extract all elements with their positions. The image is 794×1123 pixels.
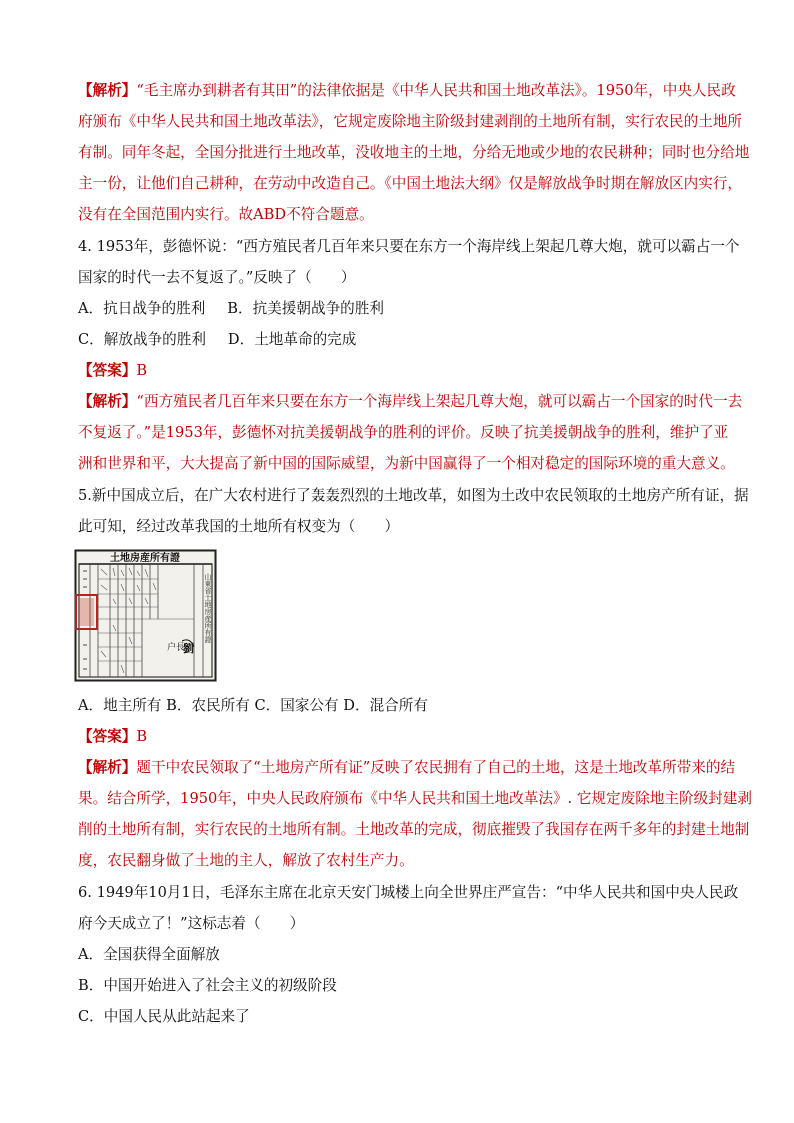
question-5: [78, 480, 749, 542]
analysis-text: 削的土地所有制，实行农民的土地所有制。土地改革的完成，彻底摧毁了我国存在两千多年的封建土地制: [78, 821, 750, 838]
option-c: C．中国人民从此站起来了: [78, 1008, 250, 1025]
q4-options-row-1: [78, 293, 384, 324]
analysis-text: “西方殖民者几百年来只要在东方一个海岸线上架起几尊大炮，就可以霸占一个国家的时代一去: [136, 393, 743, 410]
option-a: A．全国获得全面解放: [78, 946, 220, 963]
option-c: C．国家公有: [254, 697, 339, 714]
certificate-side-title: 山東省土地房産所有證: [204, 573, 212, 643]
option-a: A．地主所有: [78, 697, 162, 714]
certificate-name-label: 户長: [167, 643, 186, 653]
analysis-q3: [78, 75, 750, 230]
answer-tag: 【答案】: [78, 728, 137, 745]
analysis-text: 果。结合所学，1950年，中央人民政府颁布《中华人民共和国土地改革法》. 它规定废除地主阶级封建剥: [78, 790, 752, 807]
answer-value: B: [136, 362, 148, 379]
analysis-text: 没有在全国范围内实行。故ABD不符合题意。: [78, 206, 374, 223]
analysis-text: 不复返了。”是1953年，彭德怀对抗美援朝战争的胜利的评价。反映了抗美援朝战争的胜利，维护了亚: [78, 424, 729, 441]
q5-answer: [78, 721, 147, 752]
analysis-text: 府颁布《中华人民共和国土地改革法》，它规定废除地主阶级封建剥削的土地所有制，实行农民的土地所: [78, 113, 743, 130]
analysis-tag: 【解析】: [78, 393, 137, 410]
question-text: 国家的时代一去不复返了。”反映了（ ）: [78, 269, 356, 286]
question-6: [78, 877, 739, 939]
question-text: 6. 1949年10月1日，毛泽东主席在北京天安门城楼上向全世界庄严宣告：“中华人民共和国中央人民政: [78, 884, 739, 901]
option-a: A．抗日战争的胜利: [78, 300, 206, 317]
q4-options-row-2: [78, 324, 356, 355]
q4-answer: [78, 355, 147, 386]
question-text: 府今天成立了！”这标志着（ ）: [78, 915, 305, 932]
certificate-header: 土地房産所有證: [110, 553, 180, 564]
answer-tag: 【答案】: [78, 362, 137, 379]
analysis-text: 洲和世界和平，大大提高了新中国的国际威望，为新中国赢得了一个相对稳定的国际环境的重大意义。: [78, 455, 735, 472]
question-text: 此可知，经过改革我国的土地所有权变为（ ）: [78, 518, 400, 535]
analysis-text: 主一份，让他们自己耕种，在劳动中改造自己。《中国土地法大纲》仅是解放战争时期在解放区内实行，: [78, 175, 743, 192]
certificate-owner-name: 劉: [183, 642, 194, 655]
analysis-text: 度，农民翻身做了土地的主人，解放了农村生产力。: [78, 852, 414, 869]
analysis-q4: [78, 386, 743, 479]
option-d: D．混合所有: [343, 697, 428, 714]
analysis-tag: 【解析】: [78, 759, 137, 776]
analysis-q5: [78, 752, 752, 876]
q5-options: [78, 690, 428, 721]
option-b: B．抗美援朝战争的胜利: [227, 300, 384, 317]
question-text: 4. 1953年，彭德怀说：“西方殖民者几百年来只要在东方一个海岸线上架起几尊大炮，就可以霸占一个: [78, 238, 740, 255]
option-b: B．农民所有: [166, 697, 250, 714]
option-b: B．中国开始进入了社会主义的初级阶段: [78, 977, 337, 994]
option-d: D．土地革命的完成: [227, 331, 357, 348]
answer-value: B: [136, 728, 148, 745]
analysis-text: “毛主席办到耕者有其田”的法律依据是《中华人民共和国土地改革法》。1950年，中央人民政: [136, 82, 736, 99]
option-c: C．解放战争的胜利: [78, 331, 206, 348]
question-text: 5.新中国成立后，在广大农村进行了轰轰烈烈的土地改革，如图为土改中农民领取的土地房产所有证，据: [78, 487, 749, 504]
land-certificate-image: [74, 549, 217, 682]
analysis-tag: 【解析】: [78, 82, 137, 99]
analysis-text: 有制。同年冬起，全国分批进行土地改革，没收地主的土地，分给无地或少地的农民耕种；同时也分给地: [78, 144, 750, 161]
question-4: [78, 231, 740, 293]
analysis-text: 题干中农民领取了“土地房产所有证”反映了农民拥有了自己的土地，这是土地改革所带来的结: [136, 759, 736, 776]
